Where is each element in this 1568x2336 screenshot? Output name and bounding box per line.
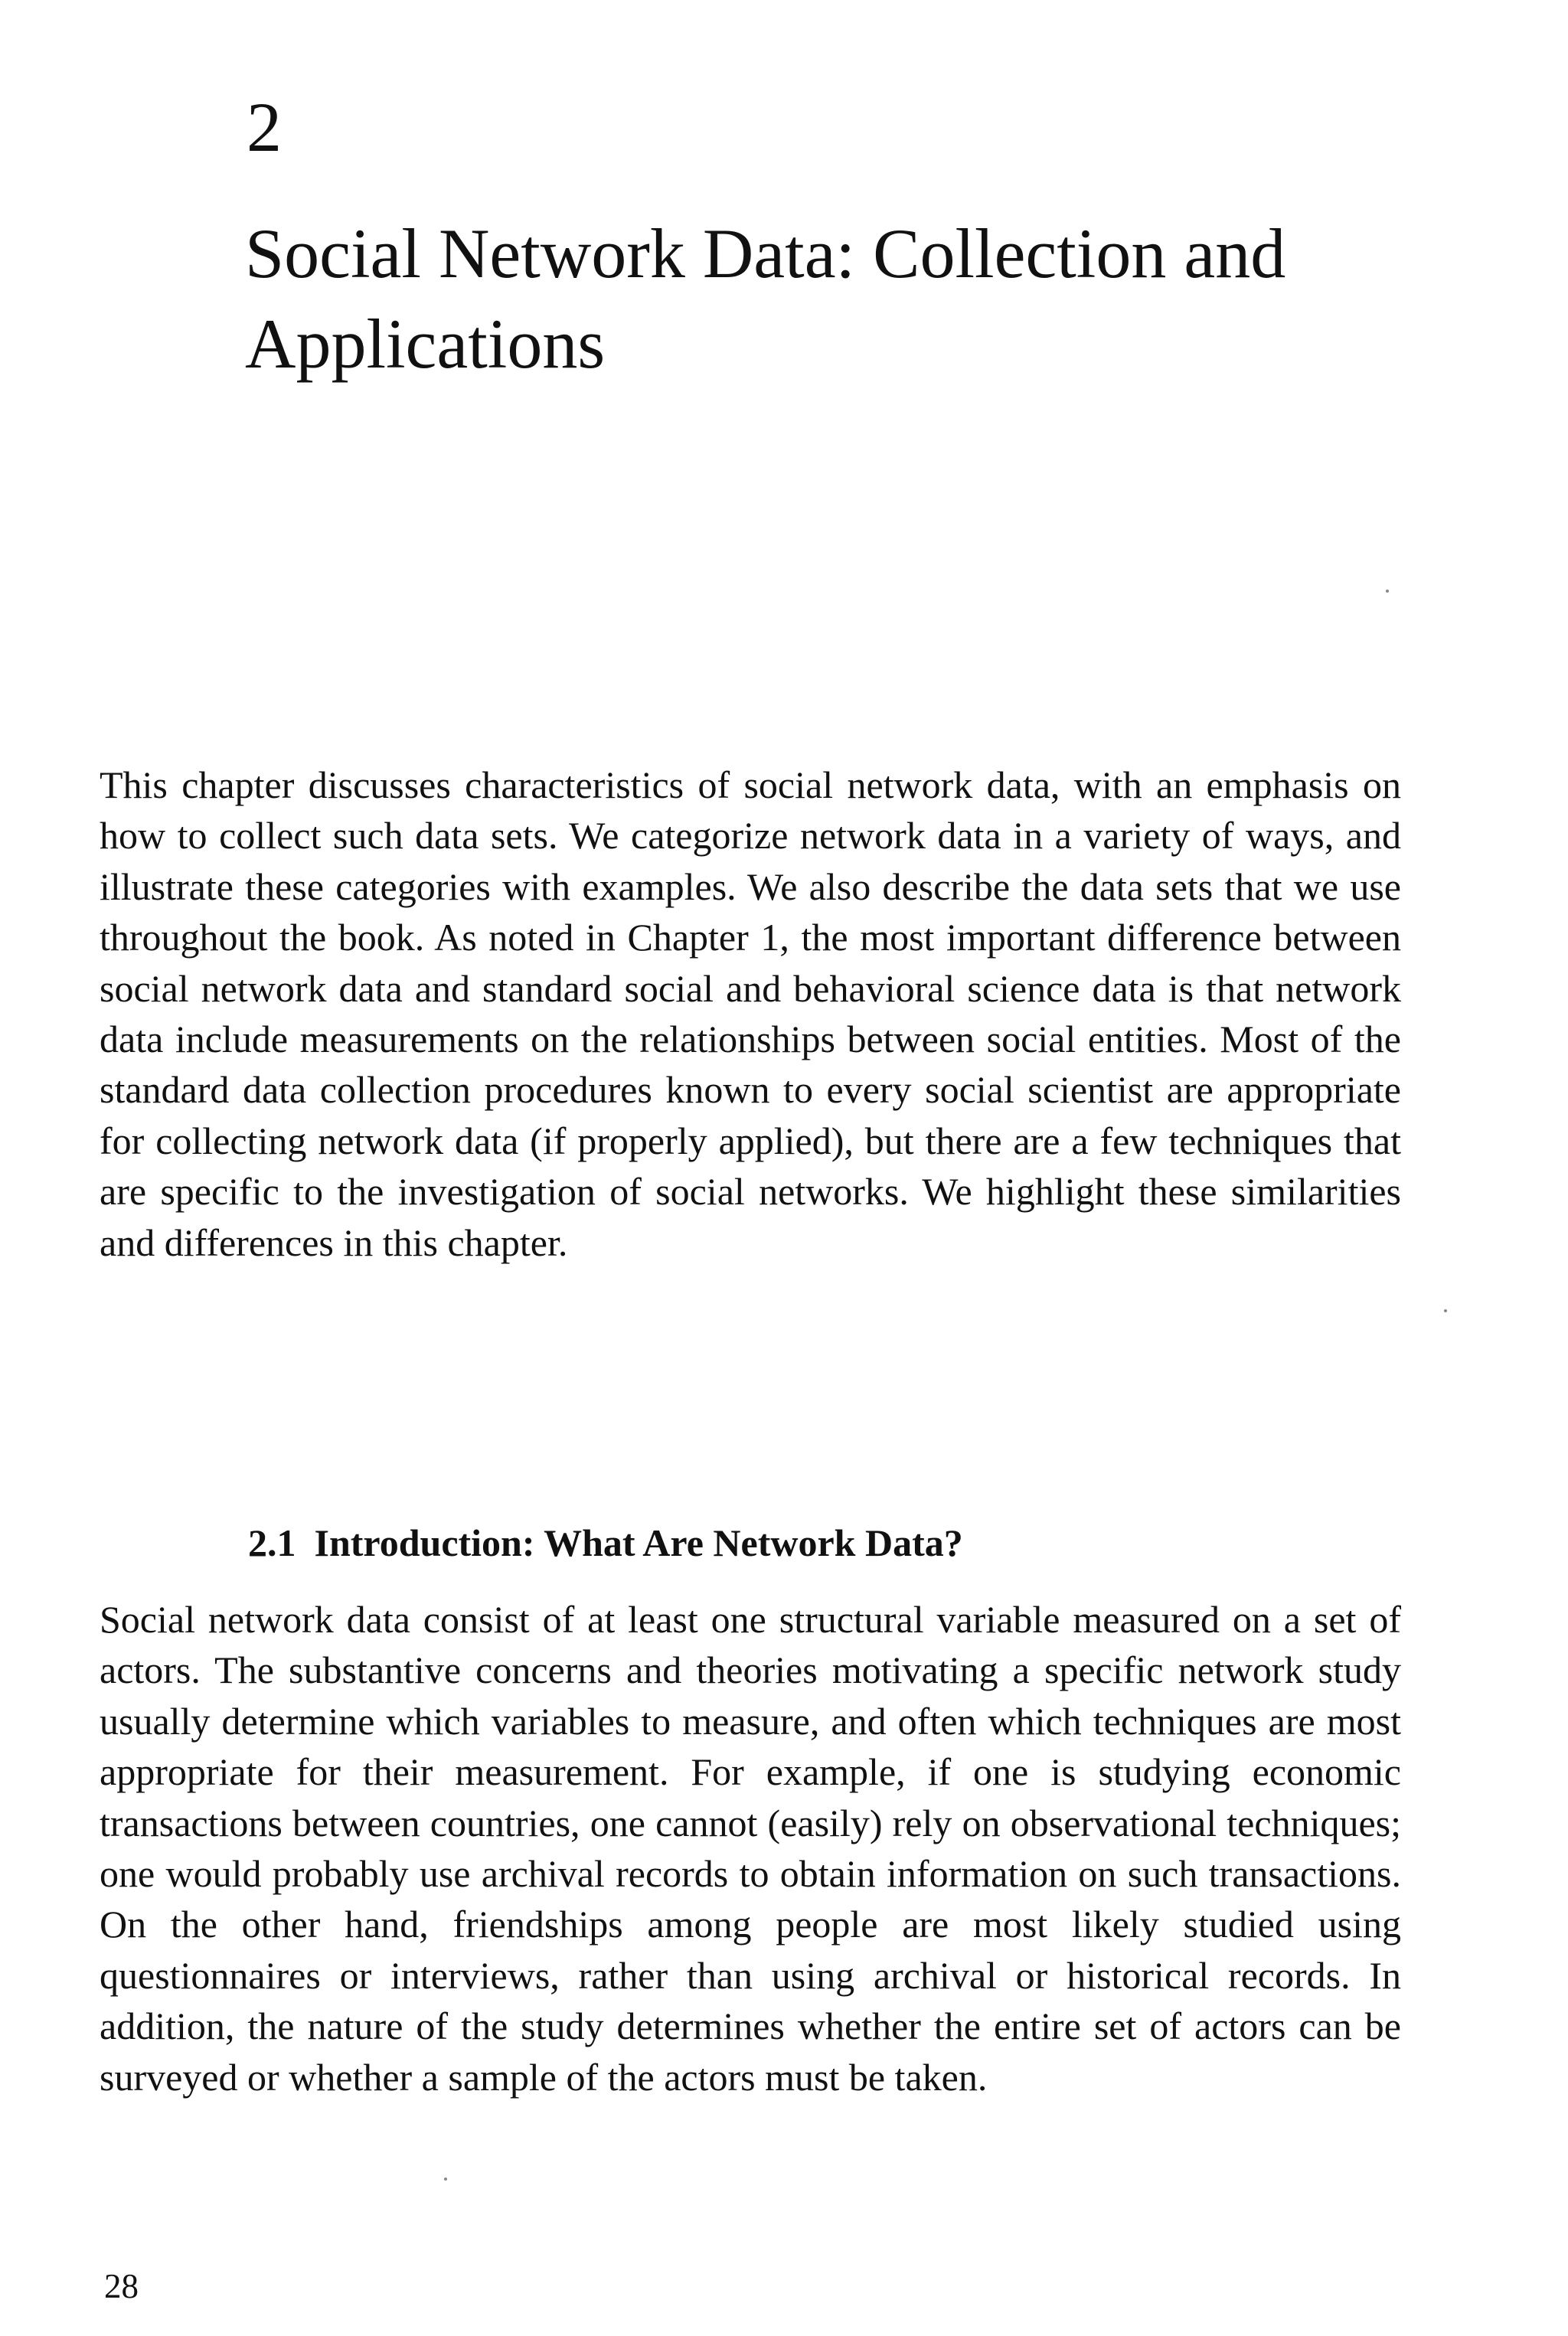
- scan-speck: [1444, 1309, 1447, 1312]
- section-heading: [248, 1522, 963, 1564]
- scan-speck: [444, 2178, 447, 2181]
- page-number: 28: [104, 2267, 139, 2305]
- chapter-title: Social Network Data: Collection and Applications: [245, 214, 1286, 383]
- intro-paragraph: This chapter discusses characteristics of social network data, with an emphasis on how to collect such data sets. We categorize network data in a variety of ways, and illustrate these categories with examples. We also describe the data sets that we use throughout the book. As noted in Chapter 1, the most important difference between social network data and standard social and behavioral science data is that network data include measurements on the relationships between social entities. Most of the standard data collection procedures known to every social scientist are appropriate for collecting network data (if properly applied), but there are a few techniques that are specific to the investigation of social networks. We highlight these similarities and differences in this chapter.: [100, 763, 1401, 1264]
- scan-speck: [1386, 590, 1389, 593]
- section-number: 2.1: [248, 1521, 296, 1564]
- chapter-number: 2: [247, 88, 283, 166]
- section-paragraph: Social network data consist of at least one structural variable measured on a set of actors. The substantive concerns and theories motivating a specific network study usually determine which variables to measure, and often which techniques are most appropriate for their measurement. For example, if one is studying economic transactions between countries, one cannot (easily) rely on observational techniques; one would probably use archival records to obtain information on such transactions. On the other hand, friendships among people are most likely studied using questionnaires or interviews, rather than using archival or historical records. In addition, the nature of the study determines whether the entire set of actors can be surveyed or whether a sample of the actors must be taken.: [100, 1598, 1401, 2099]
- section-title: Introduction: What Are Network Data?: [314, 1521, 963, 1564]
